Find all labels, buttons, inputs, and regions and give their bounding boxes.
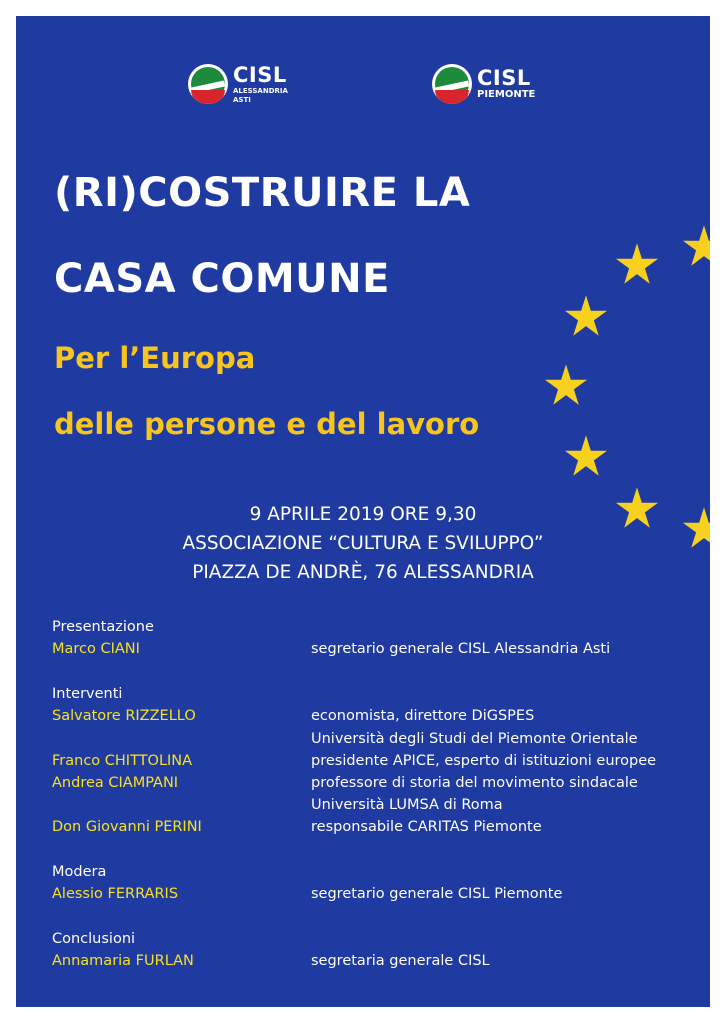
speaker-name: Salvatore RIZZELLO (52, 708, 196, 724)
logo-name: CISL (233, 62, 287, 87)
eu-star-icon (682, 224, 710, 268)
speaker-name: Andrea CIAMPANI (52, 775, 179, 791)
cisl-alessandria-asti-logo (188, 62, 288, 106)
speaker-role: segretario generale CISL Alessandria Asti (311, 641, 611, 657)
speaker-name: Marco CIANI (52, 641, 140, 657)
poster (16, 16, 710, 1007)
section-label-interventi: Interventi (52, 686, 123, 702)
subtitle-line-1: Per l’Europa (54, 341, 256, 375)
logo-name: CISL (477, 66, 531, 90)
speaker-role: presidente APICE, esperto di istituzioni europee (311, 753, 657, 769)
speaker-role: professore di storia del movimento sindacale (311, 775, 638, 791)
speaker-role: economista, direttore DiGSPES (311, 708, 535, 724)
speaker-name: Alessio FERRARIS (52, 886, 179, 902)
event-info (16, 500, 710, 587)
cisl-logo-mark-icon (432, 64, 472, 104)
title-line-1: (RI)COSTRUIRE LA (54, 170, 471, 216)
subtitle-line-2: delle persone e del lavoro (54, 407, 480, 441)
event-venue: ASSOCIAZIONE “CULTURA E SVILUPPO” (182, 533, 544, 554)
speaker-name: Franco CHITTOLINA (52, 753, 193, 769)
eu-star-icon (615, 242, 659, 286)
eu-star-icon (564, 434, 608, 478)
eu-star-icon (544, 363, 588, 407)
event-address: PIAZZA DE ANDRÈ, 76 ALESSANDRIA (192, 562, 534, 583)
speaker-name: Don Giovanni PERINI (52, 819, 202, 835)
speaker-role: Università degli Studi del Piemonte Orientale (311, 731, 638, 747)
section-label-presentazione: Presentazione (52, 619, 154, 635)
speaker-name: Annamaria FURLAN (52, 953, 194, 969)
section-label-modera: Modera (52, 864, 107, 880)
logo-sub-line: PIEMONTE (477, 89, 536, 100)
speaker-role: responsabile CARITAS Piemonte (311, 819, 542, 835)
speaker-role: segretario generale CISL Piemonte (311, 886, 563, 902)
title-line-2: CASA COMUNE (54, 256, 390, 302)
section-label-conclusioni: Conclusioni (52, 931, 136, 947)
cisl-piemonte-logo (432, 62, 535, 106)
logo-sub-line: ALESSANDRIA (233, 86, 288, 95)
speaker-role: segretaria generale CISL (311, 953, 490, 969)
logo-sub-line: ASTI (233, 95, 251, 104)
event-date: 9 APRILE 2019 ORE 9,30 (249, 504, 477, 525)
cisl-logo-mark-icon (188, 64, 228, 104)
speaker-role: Università LUMSA di Roma (311, 797, 503, 813)
eu-star-icon (564, 294, 608, 338)
